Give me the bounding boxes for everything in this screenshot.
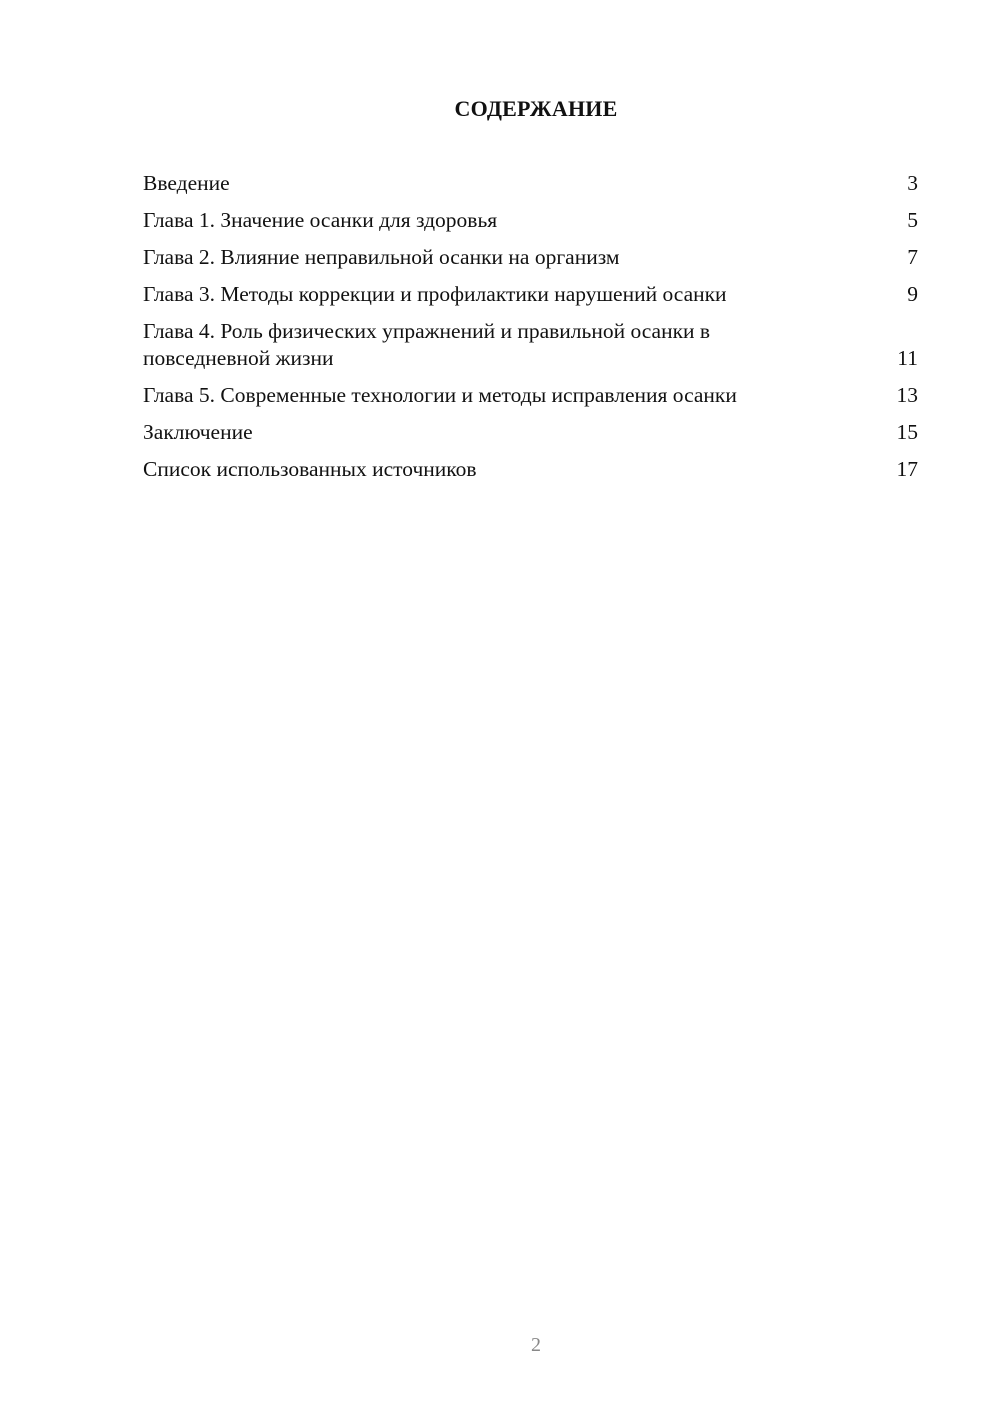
toc-entry-title: Глава 1. Значение осанки для здоровья [143, 208, 498, 232]
toc-entry-title: Глава 3. Методы коррекции и профилактики нарушений осанки [143, 282, 727, 306]
toc-entry-page: 17 [896, 457, 918, 481]
toc-entry-chapter-2 [143, 244, 918, 271]
toc-entry-page: 15 [896, 420, 918, 444]
toc-entry-page: 3 [907, 171, 918, 195]
toc-entry-title: Введение [143, 171, 230, 195]
toc-entry-title: Глава 5. Современные технологии и методы исправления осанки [143, 383, 737, 407]
toc-entry-title: Заключение [143, 420, 253, 444]
toc-entry-page: 13 [896, 383, 918, 407]
toc-entry-conclusion [143, 419, 918, 446]
page-title: СОДЕРЖАНИЕ [454, 96, 618, 121]
toc-entry-page: 11 [897, 346, 918, 370]
table-of-contents [143, 170, 918, 493]
toc-entry-title: Глава 2. Влияние неправильной осанки на организм [143, 245, 620, 269]
toc-entry-chapter-1 [143, 207, 918, 234]
toc-entry-chapter-4 [143, 318, 918, 372]
toc-entry-page: 7 [907, 245, 918, 269]
toc-entry-title: Список использованных источников [143, 457, 477, 481]
toc-entry-chapter-3 [143, 281, 918, 308]
toc-entry-page: 9 [907, 282, 918, 306]
toc-entry-chapter-5 [143, 382, 918, 409]
toc-entry-page: 5 [907, 208, 918, 232]
toc-entry-references [143, 456, 918, 483]
page-number: 2 [531, 1334, 541, 1356]
toc-entry-title: Глава 4. Роль физических упражнений и правильной осанки в повседневной жизни [143, 319, 711, 370]
toc-entry-introduction [143, 170, 918, 197]
